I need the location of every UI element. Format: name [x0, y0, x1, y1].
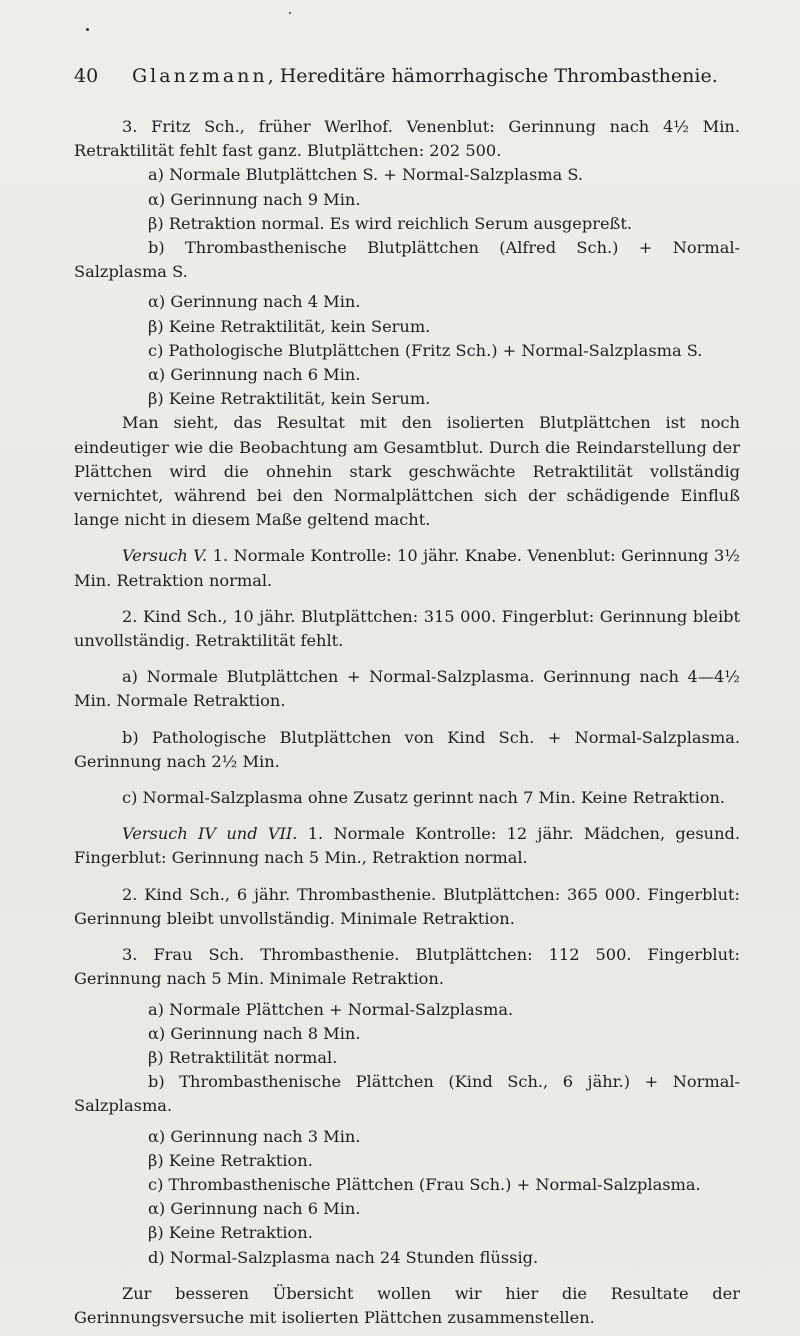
list-item [74, 290, 740, 314]
list-item [74, 188, 740, 212]
paragraph-text: α) Gerinnung nach 6 Min. [148, 365, 361, 385]
paragraph-text: Man sieht, das Resultat mit den isolierten Blutplättchen ist noch eindeutiger wie die Beobachtung am Gesamtblut. Durch die Reindarstellung der Plättchen wird die ohnehin stark geschwächte Retraktilität vollständig vernichtet, während bei den Normalplättchen sich der schädigende Einfluß lange nicht in diesem Maße geltend macht. [74, 413, 740, 530]
paragraph-text: 3. Fritz Sch., früher Werlhof. Venenblut: Gerinnung nach 4½ Min. Retraktilität fehlt fast ganz. Blutplättchen: 202 500. [74, 117, 740, 161]
paragraph-text: Zur besseren Übersicht wollen wir hier die Resultate der Gerinnungsversuche mit isolierten Plättchen zusammenstellen. [74, 1283, 740, 1327]
paragraph [74, 883, 740, 931]
list-item [74, 1046, 740, 1070]
paragraph-text: a) Normale Blutplättchen S. + Normal-Salzplasma S. [148, 165, 584, 185]
page-header [74, 64, 718, 88]
list-item [74, 1246, 740, 1270]
list-item [74, 1197, 740, 1221]
paragraph [74, 943, 740, 991]
list-item [74, 1125, 740, 1149]
list-item [74, 998, 740, 1022]
paragraph-text: α) Gerinnung nach 3 Min. [148, 1126, 361, 1146]
paragraph-text: 3. Frau Sch. Thrombasthenie. Blutplättchen: 112 500. Fingerblut: Gerinnung nach 5 Min. Minimale Retraktion. [74, 945, 740, 989]
list-item [74, 1221, 740, 1245]
paragraph-text: a) Normale Plättchen + Normal-Salzplasma. [148, 999, 514, 1019]
paragraph [74, 1282, 740, 1330]
paragraph-text: β) Retraktilität normal. [148, 1047, 338, 1067]
print-speck [86, 28, 89, 31]
list-item [74, 236, 740, 284]
paragraph [74, 544, 740, 592]
paragraph-text: a) Normale Blutplättchen + Normal-Salzplasma. Gerinnung nach 4—4½ Min. Normale Retraktion. [74, 667, 740, 711]
paragraph-text: c) Pathologische Blutplättchen (Fritz Sch.) + Normal-Salzplasma S. [148, 340, 703, 360]
experiment-heading: Versuch V. [122, 546, 208, 566]
paragraph [74, 115, 740, 163]
list-item [74, 1022, 740, 1046]
paragraph-text: β) Keine Retraktilität, kein Serum. [148, 389, 431, 409]
paragraph-text: 2. Kind Sch., 10 jähr. Blutplättchen: 315 000. Fingerblut: Gerinnung bleibt unvollständig. Retraktilität fehlt. [74, 606, 740, 651]
list-item [74, 1173, 740, 1197]
list-item [74, 315, 740, 339]
page-number: 40 [74, 65, 99, 87]
paragraph-text: c) Thrombasthenische Plättchen (Frau Sch.) + Normal-Salzplasma. [148, 1174, 701, 1194]
paragraph-text: 1. Normale Kontrolle: 12 jähr. Mädchen, gesund. Fingerblut: Gerinnung nach 5 Min., Retraktion normal. [74, 824, 740, 868]
paragraph-text: β) Keine Retraktion. [148, 1223, 313, 1243]
paragraph-text: 1. Normale Kontrolle: 10 jähr. Knabe. Venenblut: Gerinnung 3½ Min. Retraktion normal. [74, 546, 740, 590]
paragraph [74, 665, 740, 713]
list-item [74, 1149, 740, 1173]
paragraph-text: β) Retraktion normal. Es wird reichlich Serum ausgepreßt. [148, 213, 632, 233]
paragraph [74, 786, 740, 810]
header-author: Glanzmann [132, 65, 268, 87]
paragraph [74, 726, 740, 774]
paragraph-text: d) Normal-Salzplasma nach 24 Stunden flüssig. [148, 1247, 539, 1267]
list-item [74, 339, 740, 363]
paragraph-text: α) Gerinnung nach 9 Min. [148, 189, 361, 209]
paragraph-text: 2. Kind Sch., 6 jähr. Thrombasthenie. Blutplättchen: 365 000. Fingerblut: Gerinnung bleibt unvollständig. Minimale Retraktion. [74, 884, 740, 928]
experiment-heading: Versuch IV und VII. [122, 824, 298, 844]
paragraph [74, 605, 740, 653]
paragraph-text: b) Thrombasthenische Plättchen (Kind Sch., 6 jähr.) + Normal-Salzplasma. [74, 1072, 740, 1116]
paragraph-text: α) Gerinnung nach 8 Min. [148, 1023, 361, 1043]
paragraph-text: α) Gerinnung nach 6 Min. [148, 1199, 361, 1219]
body-text [74, 115, 740, 1330]
list-item [74, 363, 740, 387]
paragraph [74, 822, 740, 870]
paragraph-text: β) Keine Retraktion. [148, 1150, 313, 1170]
paragraph [74, 411, 740, 532]
list-item [74, 163, 740, 187]
list-item [74, 387, 740, 411]
list-item [74, 212, 740, 236]
header-title: , Hereditäre hämorrhagische Thrombasthenie. [267, 65, 718, 87]
paragraph-text: b) Pathologische Blutplättchen von Kind Sch. + Normal-Salzplasma. Gerinnung nach 2½ Min. [74, 727, 740, 771]
paragraph-text: b) Thrombasthenische Blutplättchen (Alfred Sch.) + Normal-Salzplasma S. [74, 238, 740, 282]
print-speck [289, 12, 291, 14]
list-item [74, 1070, 740, 1118]
paragraph-text: β) Keine Retraktilität, kein Serum. [148, 316, 431, 336]
paragraph-text: α) Gerinnung nach 4 Min. [148, 292, 361, 312]
paragraph-text: c) Normal-Salzplasma ohne Zusatz gerinnt nach 7 Min. Keine Retraktion. [122, 788, 726, 808]
